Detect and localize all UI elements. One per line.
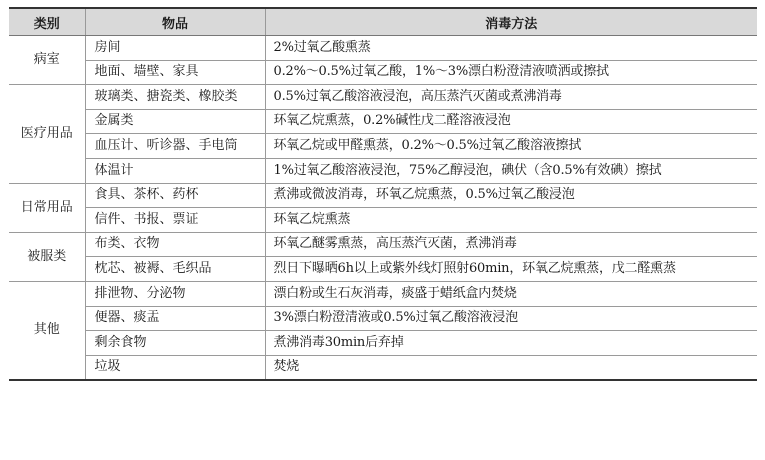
item-cell: 房间 (85, 36, 265, 61)
item-cell: 血压计、听诊器、手电筒 (85, 134, 265, 159)
method-cell: 环氧乙烷熏蒸 (265, 208, 757, 233)
disinfection-table-container (9, 7, 757, 381)
table-row (9, 158, 757, 183)
table-row (9, 85, 757, 110)
category-cell: 日常用品 (9, 183, 85, 232)
category-cell: 病室 (9, 36, 85, 85)
table-row (9, 355, 757, 380)
method-cell: 3%漂白粉澄清液或0.5%过氧乙酸溶液浸泡 (265, 306, 757, 331)
method-cell: 环氧乙烷熏蒸，0.2%碱性戊二醛溶液浸泡 (265, 109, 757, 134)
table-row (9, 109, 757, 134)
table-row (9, 257, 757, 282)
item-cell: 垃圾 (85, 355, 265, 380)
item-cell: 枕芯、被褥、毛织品 (85, 257, 265, 282)
item-cell: 食具、茶杯、药杯 (85, 183, 265, 208)
method-cell: 环氧乙烷或甲醛熏蒸，0.2%～0.5%过氧乙酸溶液擦拭 (265, 134, 757, 159)
method-cell: 煮沸消毒30min后弃掉 (265, 331, 757, 356)
method-cell: 2%过氧乙酸熏蒸 (265, 36, 757, 61)
category-cell: 被服类 (9, 232, 85, 281)
table-row (9, 36, 757, 61)
table-row (9, 306, 757, 331)
table-row (9, 134, 757, 159)
method-cell: 烈日下曝晒6h以上或紫外线灯照射60min，环氧乙烷熏蒸，戊二醛熏蒸 (265, 257, 757, 282)
item-cell: 便器、痰盂 (85, 306, 265, 331)
header-category: 类别 (9, 8, 85, 36)
table-row (9, 331, 757, 356)
table-row (9, 208, 757, 233)
category-cell: 其他 (9, 281, 85, 380)
table-row (9, 60, 757, 85)
item-cell: 金属类 (85, 109, 265, 134)
item-cell: 玻璃类、搪瓷类、橡胶类 (85, 85, 265, 110)
method-cell: 0.2%～0.5%过氧乙酸，1%～3%漂白粉澄清液喷洒或擦拭 (265, 60, 757, 85)
table-row (9, 281, 757, 306)
table-row (9, 232, 757, 257)
method-cell: 0.5%过氧乙酸溶液浸泡，高压蒸汽灭菌或煮沸消毒 (265, 85, 757, 110)
item-cell: 体温计 (85, 158, 265, 183)
method-cell: 焚烧 (265, 355, 757, 380)
method-cell: 煮沸或微波消毒，环氧乙烷熏蒸，0.5%过氧乙酸浸泡 (265, 183, 757, 208)
table-header-row (9, 8, 757, 36)
item-cell: 地面、墙壁、家具 (85, 60, 265, 85)
method-cell: 1%过氧乙酸溶液浸泡，75%乙醇浸泡，碘伏（含0.5%有效碘）擦拭 (265, 158, 757, 183)
header-item: 物品 (85, 8, 265, 36)
category-cell: 医疗用品 (9, 85, 85, 183)
table-row (9, 183, 757, 208)
item-cell: 布类、衣物 (85, 232, 265, 257)
header-method: 消毒方法 (265, 8, 757, 36)
method-cell: 环氧乙醚雾熏蒸，高压蒸汽灭菌，煮沸消毒 (265, 232, 757, 257)
item-cell: 排泄物、分泌物 (85, 281, 265, 306)
disinfection-methods-table (9, 7, 757, 381)
item-cell: 剩余食物 (85, 331, 265, 356)
method-cell: 漂白粉或生石灰消毒，痰盛于蜡纸盒内焚烧 (265, 281, 757, 306)
item-cell: 信件、书报、票证 (85, 208, 265, 233)
